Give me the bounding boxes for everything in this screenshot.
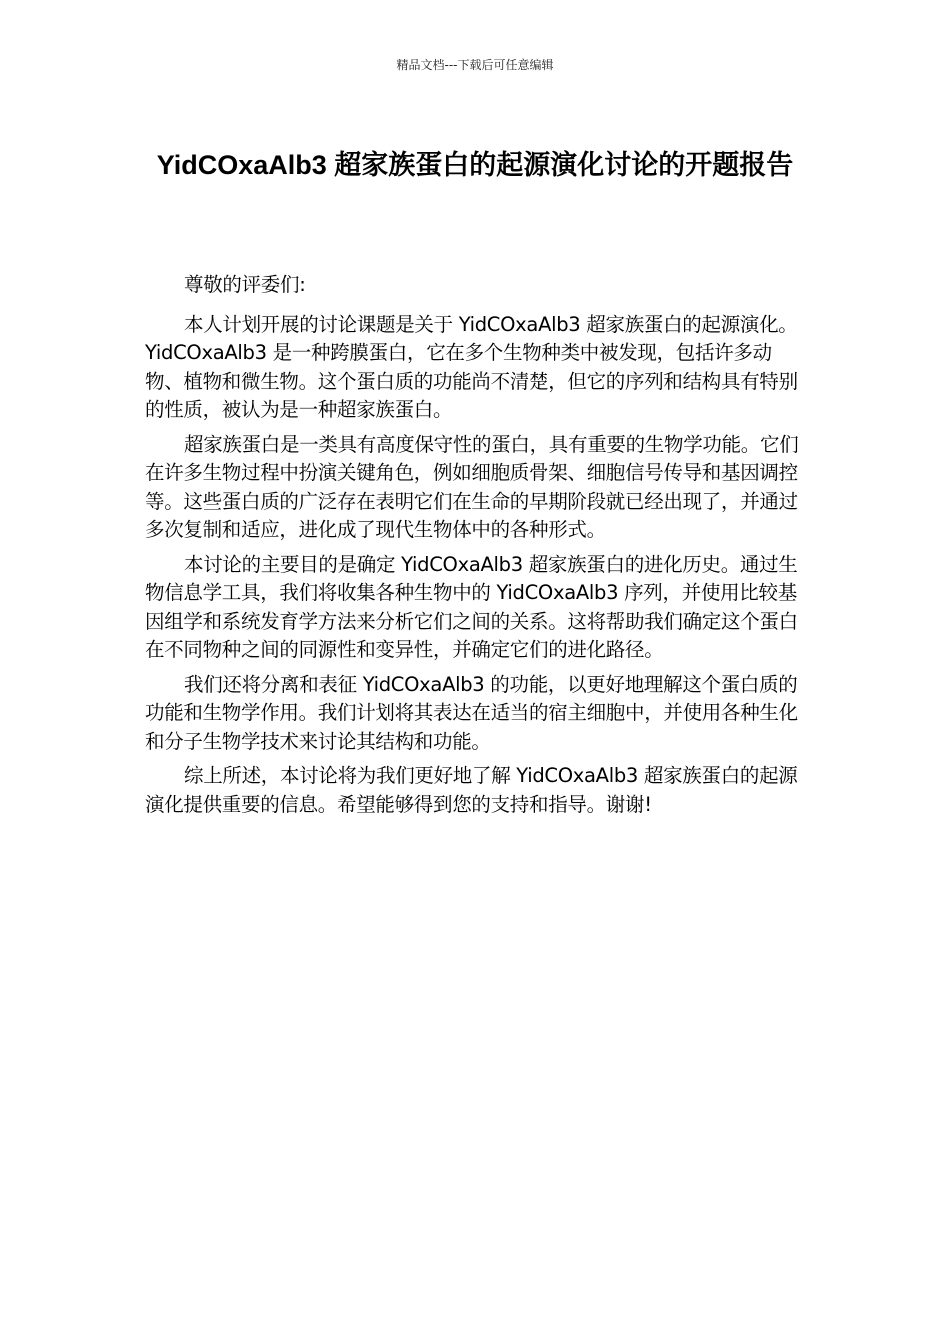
document-title: YidCOxaAlb3 超家族蛋白的起源演化讨论的开题报告 bbox=[156, 150, 794, 180]
paragraph-introduction: 本人计划开展的讨论课题是关于 YidCOxaAlb3 超家族蛋白的起源演化。YidCOxaAlb3 是一种跨膜蛋白，它在多个生物种类中被发现，包括许多动物、植物和微生物。这个蛋白质的功能尚不清楚，但它的序列和结构具有特别的性质，被认为是一种超家族蛋白。 bbox=[145, 312, 798, 421]
document-body bbox=[145, 271, 807, 825]
paragraph-conclusion: 综上所述，本讨论将为我们更好地了解 YidCOxaAlb3 超家族蛋白的起源演化提供重要的信息。希望能够得到您的支持和指导。谢谢! bbox=[145, 764, 798, 816]
salutation: 尊敬的评委们: bbox=[184, 273, 306, 296]
paragraph-superfamily-background: 超家族蛋白是一类具有高度保守性的蛋白，具有重要的生物学功能。它们在许多生物过程中扮演关键角色，例如细胞质骨架、细胞信号传导和基因调控等。这些蛋白质的广泛存在表明它们在生命的早期阶段就已经出现了，并通过多次复制和适应，进化成了现代生物体中的各种形式。 bbox=[145, 432, 799, 541]
header-note: 精品文档---下载后可任意编辑 bbox=[396, 58, 554, 72]
paragraph-functional-study: 我们还将分离和表征 YidCOxaAlb3 的功能，以更好地理解这个蛋白质的功能和生物学作用。我们计划将其表达在适当的宿主细胞中，并使用各种生化和分子生物学技术来讨论其结构和功能。 bbox=[145, 672, 798, 753]
paragraph-research-aim: 本讨论的主要目的是确定 YidCOxaAlb3 超家族蛋白的进化历史。通过生物信息学工具，我们将收集各种生物中的 YidCOxaAlb3 序列，并使用比较基因组学和系统发育学方法来分析它们之间的关系。这将帮助我们确定这个蛋白在不同物种之间的同源性和变异性，并确定它们的进化路径。 bbox=[145, 552, 798, 661]
